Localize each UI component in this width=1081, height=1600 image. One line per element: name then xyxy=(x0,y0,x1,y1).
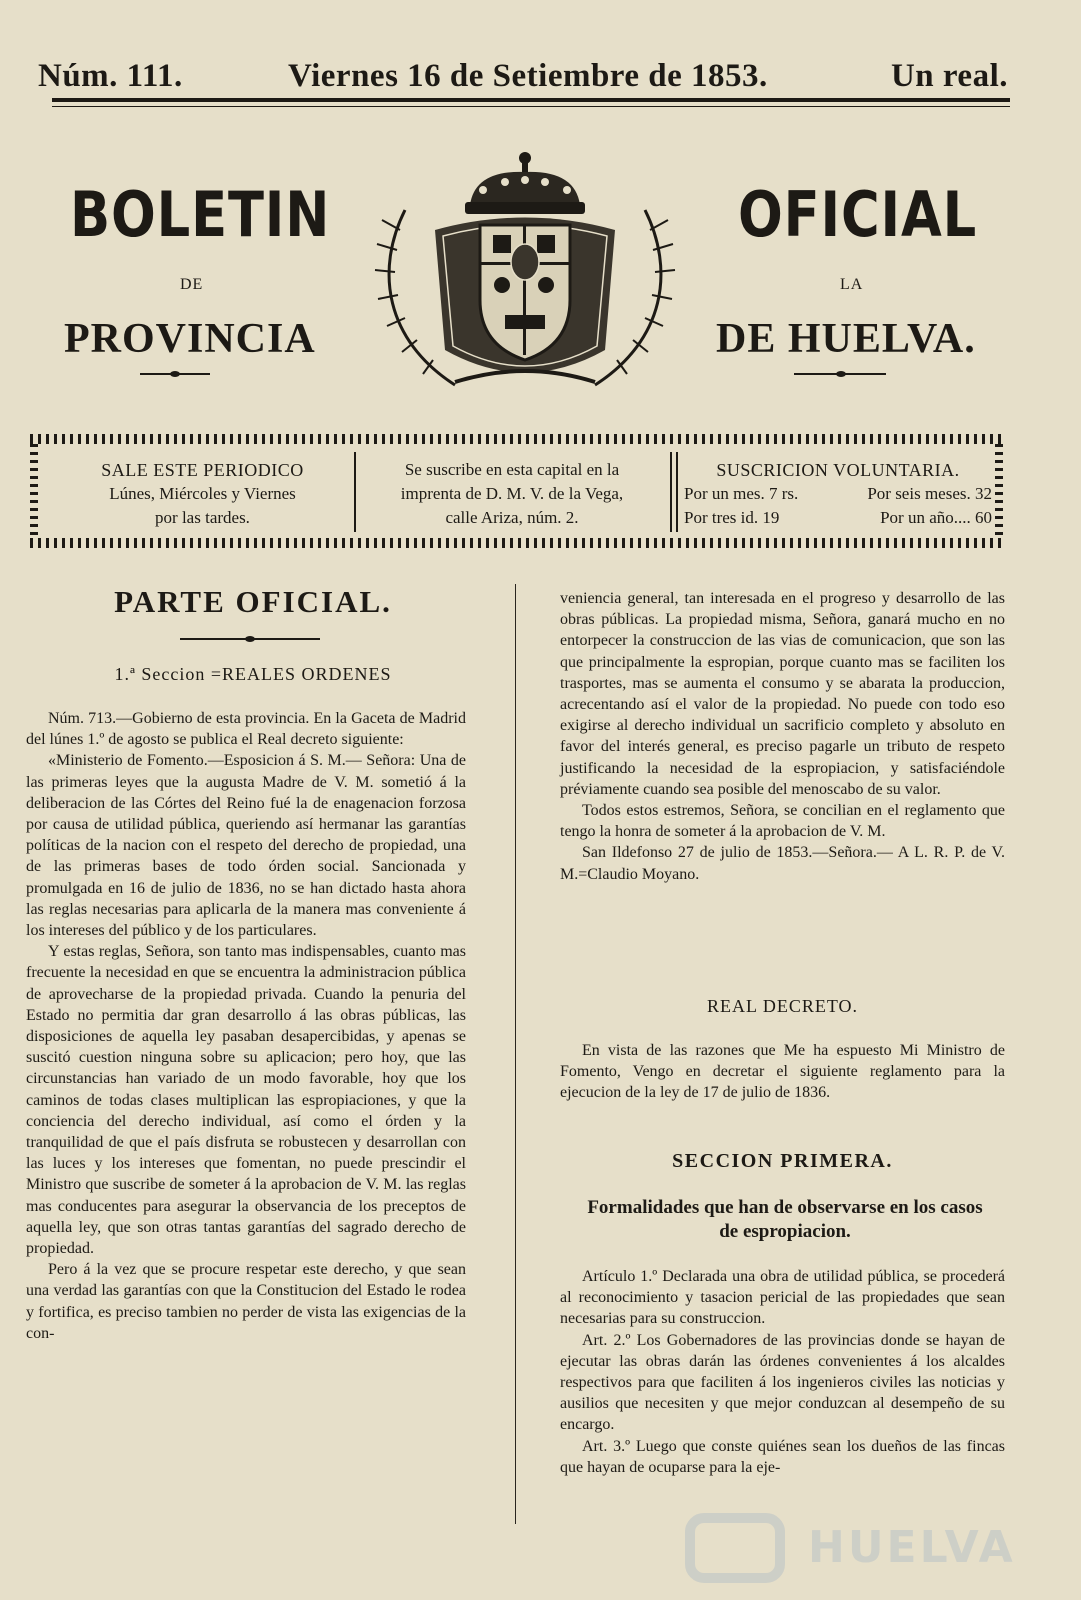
masthead-la: LA xyxy=(840,276,864,293)
info-divider-1 xyxy=(354,452,356,532)
coat-of-arms-icon xyxy=(365,150,685,400)
masthead-boletin: BOLETIN xyxy=(70,178,331,251)
info-border-top xyxy=(30,434,1005,444)
header-line xyxy=(38,58,1008,98)
info-mid-line2: imprenta de D. M. V. de la Vega, xyxy=(400,484,624,503)
header-rule-thin xyxy=(52,106,1010,107)
right-paragraph-1: veniencia general, tan interesada en el progreso y desarrollo de las obras públicas. La propiedad misma, Señora, ganará mucho en no entorpecer la construccion de las vias de comunicacion, que son las que principalmente la espropian, porque cuanto mas se faciliten los trasportes, mas se aumenta el consumo y se abarata la produccion, acrecentando así el valor de la propiedad. No puede con todo eso exigirse al derecho individual un sacrificio completo y absoluto en favor del interés general, es preciso pagarle un tributo de respeto justificando la necesidad de la espropiacion, y satisfaciéndole préviamente cuando sea posible del menoscabo de su valor. xyxy=(560,590,1005,798)
right-paragraph-2: Todos estos estremos, Señora, se concilian en el reglamento que tengo la honra de someter á la aprobacion de V. M. xyxy=(560,802,1005,841)
column-divider xyxy=(515,584,516,1524)
watermark-text: HUELVA xyxy=(808,1522,1016,1573)
info-right xyxy=(684,458,992,530)
info-left-line1: Lúnes, Miércoles y Viernes xyxy=(109,484,296,503)
info-price-row-2 xyxy=(684,506,992,530)
issue-price: Un real. xyxy=(890,58,1008,94)
section-ornament-dot xyxy=(245,636,255,642)
ornament-dot-right xyxy=(836,371,846,377)
price-six-months: Por seis meses. 32 xyxy=(867,484,992,503)
seccion-primera-title: SECCION PRIMERA. xyxy=(672,1150,893,1172)
formalidades-title: Formalidades que han de observarse en los casos de espropiacion. xyxy=(587,1197,983,1242)
price-year: Por un año.... 60 xyxy=(880,508,992,527)
masthead-de-huelva: DE HUELVA. xyxy=(716,316,976,362)
article-1: Artículo 1.º Declarada una obra de utilidad pública, se procederá al reconocimiento y tasacion pericial de las propiedades que sean necesarias para su construccion. xyxy=(560,1268,1005,1328)
info-left-title: SALE ESTE PERIODICO xyxy=(101,460,304,480)
articles-body xyxy=(560,1266,1005,1478)
info-price-row-1 xyxy=(684,482,992,506)
right-paragraph-3: San Ildefonso 27 de julio de 1853.—Señora.— A L. R. P. de V. M.=Claudio Moyano. xyxy=(560,844,1005,883)
article-3: Art. 3.º Luego que conste quiénes sean los dueños de las fincas que hayan de ocuparse para la eje- xyxy=(560,1437,1005,1476)
left-paragraph-1: Núm. 713.—Gobierno de esta provincia. En la Gaceta de Madrid del lúnes 1.º de agosto se publica el Real decreto siguiente: xyxy=(26,710,466,749)
info-mid-line3: calle Ariza, núm. 2. xyxy=(445,508,579,527)
masthead-de: DE xyxy=(180,276,204,293)
left-paragraph-4: Pero á la vez que se procure respetar este derecho, y que sean una verdad las garantías con que la Constitucion del Estado le rodea y fortifica, es preciso tambien no perder de vista las exigencias de la con- xyxy=(26,1261,466,1342)
info-left-line2: por las tardes. xyxy=(155,508,250,527)
info-border-right xyxy=(995,444,1003,538)
info-divider-3 xyxy=(676,452,678,532)
real-decreto-title: REAL DECRETO. xyxy=(707,996,858,1016)
masthead-provincia: PROVINCIA xyxy=(64,316,316,362)
ornament-dot-left xyxy=(170,371,180,377)
price-month: Por un mes. 7 rs. xyxy=(684,484,799,503)
decree-paragraph: En vista de las razones que Me ha espuesto Mi Ministro de Fomento, Vengo en decretar el siguiente reglamento para la ejecucion de la ley de 17 de julio de 1836. xyxy=(560,1042,1005,1102)
info-left xyxy=(60,458,345,530)
issue-number: Núm. 111. xyxy=(38,58,183,94)
left-paragraph-3: Y estas reglas, Señora, son tanto mas indispensables, cuanto mas frecuente la necesidad en que se encuentra la administracion pública de aprovecharse de la propiedad privada. Cuando la penuria del Estado no permitia dar gran desarrollo á las obras públicas, las disposiciones de aquella ley pasaban desapercibidas, y apenas se suscitó cuestion ninguna sobre su aplicacion; pero hoy, que las circunstancias han variado de un modo favorable, hoy que los caminos de todas clases multiplican las espropiaciones, y que la conciencia del derecho individual, así como el órden y la tranquilidad de que el país disfruta se robustecen y desarrollan con las luces y los intereses que fomentan, no puede prescindir el Ministro que suscribe de someter á la aprobacion de V. M. las reglas mas conducentes para asegurar la observancia de los preceptos de aquella ley, que son otras tantas garantías del sagrado derecho de propiedad. xyxy=(26,943,466,1258)
masthead-oficial: OFICIAL xyxy=(738,178,978,251)
info-right-title: SUSCRICION VOLUNTARIA. xyxy=(716,460,960,480)
price-three-months: Por tres id. 19 xyxy=(684,508,780,527)
info-divider-2 xyxy=(670,452,672,532)
subsection-title: 1.ª Seccion =REALES ORDENES xyxy=(114,664,392,684)
issue-date: Viernes 16 de Setiembre de 1853. xyxy=(288,58,768,94)
right-column-intro xyxy=(560,588,1005,885)
left-paragraph-2: «Ministerio de Fomento.—Esposicion á S. M.— Señora: Una de las primeras leyes que la augusta Madre de V. M. sometió á la deliberacion de las Córtes del Reino fué la de enagenacion forzosa por causa de utilidad pública, queriendo así hermanar las garantías políticas de la nacion con el respeto del derecho de propiedad, una de las primeras bases de todo órden social. Sancionada y promulgada en 16 de julio de 1836, no se han dictado hasta ahora las reglas necesarias para aplicarla de la manera mas conveniente á los intereses del público y de los particulares. xyxy=(26,752,466,940)
header-rule-thick xyxy=(52,98,1010,102)
info-border-bottom xyxy=(30,538,1005,548)
info-middle xyxy=(362,458,662,530)
info-border-left xyxy=(30,444,38,538)
article-2: Art. 2.º Los Gobernadores de las provincias donde se hayan de ejecutar las obras darán las órdenes convenientes á los alcaldes respectivos para que faciliten á los ingenieros civiles las noticias y ausilios que necesiten y que mejor conduzcan al desempeño de su encargo. xyxy=(560,1331,1005,1434)
watermark-logo-icon xyxy=(680,1508,790,1588)
info-mid-line1: Se suscribe en esta capital en la xyxy=(404,460,620,479)
real-decreto-body xyxy=(560,1040,1005,1104)
left-column-body xyxy=(26,708,466,1528)
parte-oficial-title: PARTE OFICIAL. xyxy=(114,584,392,619)
